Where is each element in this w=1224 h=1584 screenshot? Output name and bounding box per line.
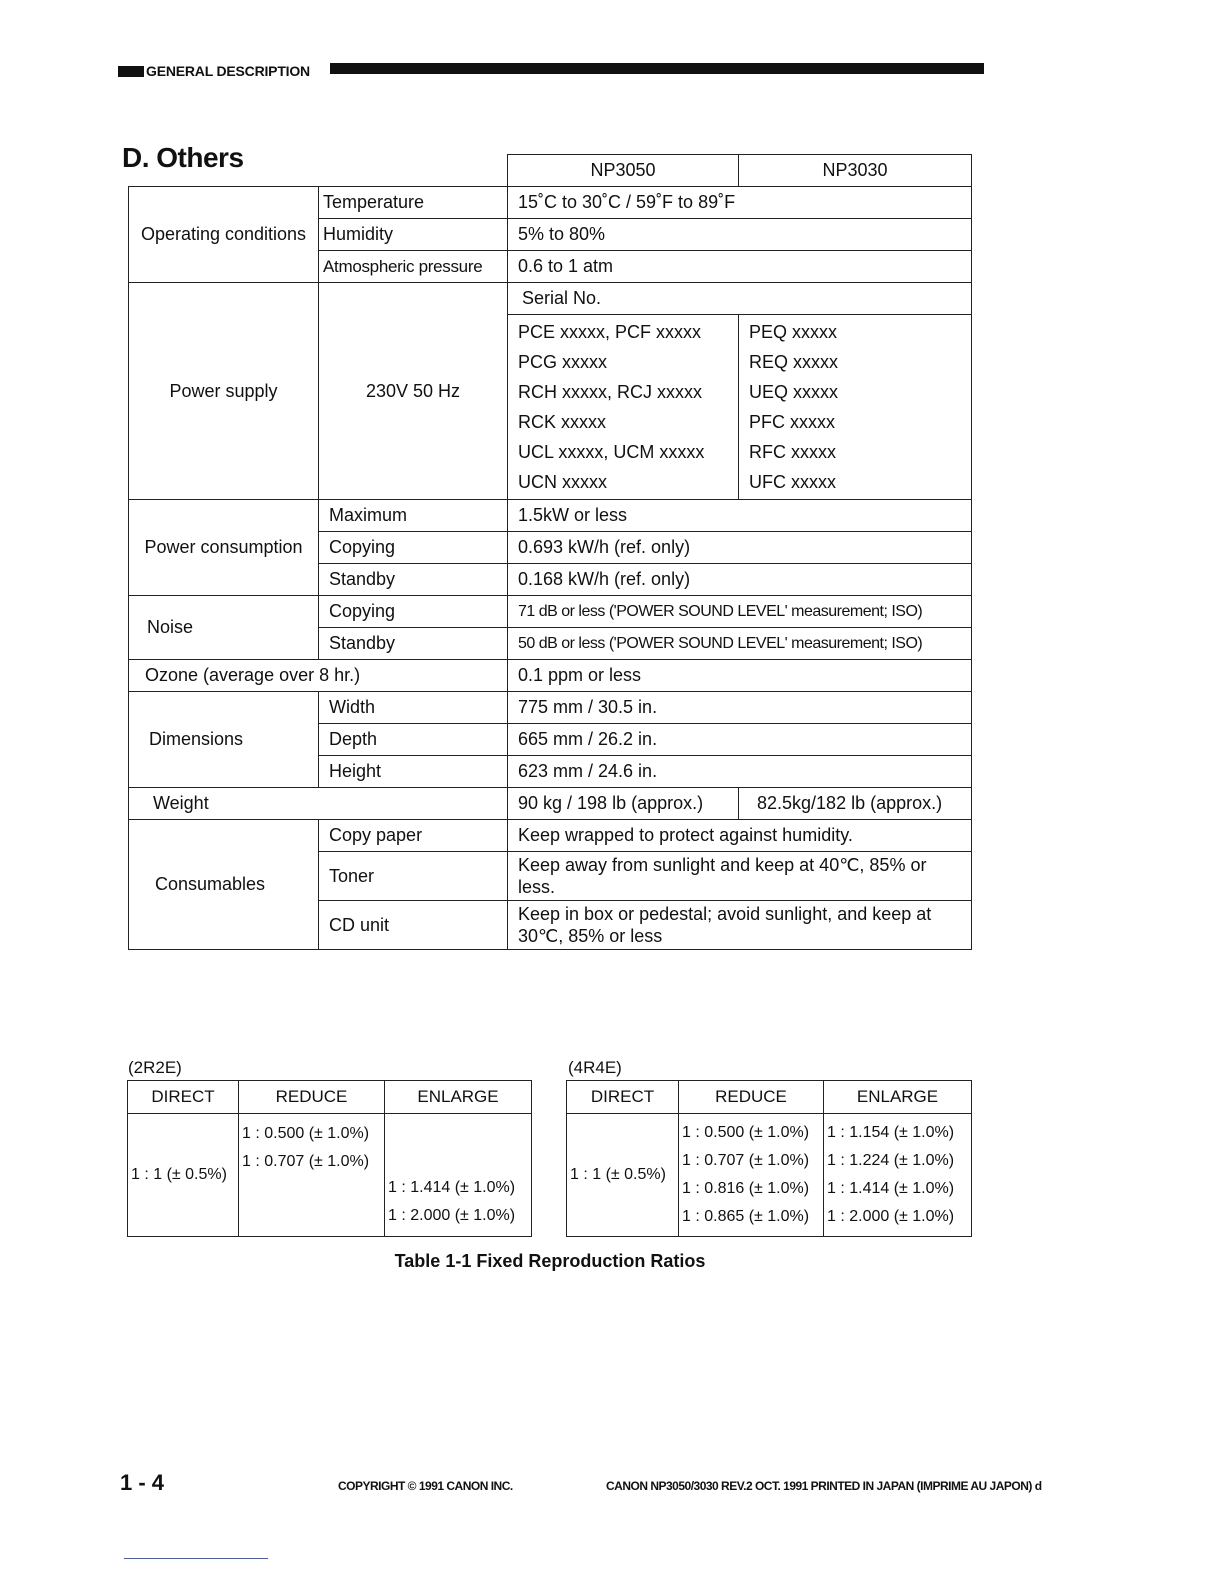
row-value: Keep in box or pedestal; avoid sunlight, and keep at 30℃, 85% or less [508, 901, 972, 950]
column-header-direct: DIRECT [567, 1081, 679, 1114]
table-row [128, 1114, 532, 1237]
copyright-notice: COPYRIGHT © 1991 CANON INC. [338, 1479, 513, 1493]
row-value: 71 dB or less ('POWER SOUND LEVEL' measurement; ISO) [508, 596, 972, 628]
serial-number: UFC xxxxx [749, 472, 836, 492]
table-caption: Table 1-1 Fixed Reproduction Ratios [394, 1251, 706, 1271]
serial-number: UEQ xxxxx [749, 382, 839, 402]
weight-np3050: 90 kg / 198 lb (approx.) [508, 788, 739, 820]
row-value: Keep wrapped to protect against humidity. [508, 820, 972, 852]
enlarge-ratio: 1 : 1.224 (± 1.0%) [827, 1152, 955, 1169]
row-label: Standby [319, 628, 508, 660]
serial-number: RFC xxxxx [749, 442, 836, 462]
header-rule [330, 63, 984, 74]
print-info: CANON NP3050/3030 REV.2 OCT. 1991 PRINTED IN JAPAN (IMPRIME AU JAPON) d [606, 1479, 1042, 1493]
enlarge-ratios [385, 1114, 532, 1237]
serial-number: REQ xxxxx [749, 352, 839, 372]
direct-ratio: 1 : 1 (± 0.5%) [567, 1114, 679, 1237]
row-group-label: Noise [129, 596, 319, 660]
row-value: 0.693 kW/h (ref. only) [508, 532, 972, 564]
row-label: CD unit [319, 901, 508, 950]
enlarge-ratios [824, 1114, 972, 1237]
column-header-reduce: REDUCE [239, 1081, 385, 1114]
table-row [128, 1081, 532, 1114]
weight-label: Weight [129, 788, 508, 820]
serial-number: RCK xxxxx [518, 412, 607, 432]
reduce-ratios [679, 1114, 824, 1237]
row-label: Width [319, 692, 508, 724]
table-row [129, 788, 972, 820]
table-row [129, 660, 972, 692]
enlarge-ratio: 1 : 1.414 (± 1.0%) [827, 1180, 955, 1197]
row-label: Standby [319, 564, 508, 596]
ratio-table-2r2e [127, 1080, 532, 1237]
reduce-ratio: 1 : 0.707 (± 1.0%) [242, 1153, 370, 1170]
table-row [129, 820, 972, 852]
page-number: 1 - 4 [120, 1470, 165, 1495]
row-group-label: Power consumption [129, 500, 319, 596]
row-label: Copying [319, 596, 508, 628]
row-label: Maximum [319, 500, 508, 532]
weight-np3030: 82.5kg/182 lb (approx.) [739, 788, 972, 820]
table-row [129, 596, 972, 628]
row-value: 775 mm / 30.5 in. [508, 692, 972, 724]
column-header-direct: DIRECT [128, 1081, 239, 1114]
enlarge-ratio: 1 : 1.414 (± 1.0%) [388, 1179, 516, 1196]
ozone-label: Ozone (average over 8 hr.) [129, 660, 508, 692]
row-label: Toner [319, 852, 508, 901]
row-label: Atmospheric pressure [319, 251, 508, 283]
power-supply-voltage: 230V 50 Hz [319, 283, 508, 500]
table-row [129, 187, 972, 219]
row-label: Temperature [319, 187, 508, 219]
section-title: GENERAL DESCRIPTION [146, 63, 310, 79]
ratio-label-4r4e: (4R4E) [568, 1058, 622, 1077]
row-value: Keep away from sunlight and keep at 40℃, 85% or less. [508, 852, 972, 901]
row-group-label: Consumables [129, 820, 319, 950]
row-value: 15˚C to 30˚C / 59˚F to 89˚F [508, 187, 972, 219]
row-value: 623 mm / 24.6 in. [508, 756, 972, 788]
table-row [567, 1114, 972, 1237]
serial-number: PCE xxxxx, PCF xxxxx [518, 322, 702, 342]
row-value: 50 dB or less ('POWER SOUND LEVEL' measurement; ISO) [508, 628, 972, 660]
row-value: 0.6 to 1 atm [508, 251, 972, 283]
serial-number: PFC xxxxx [749, 412, 836, 432]
table-row [129, 500, 972, 532]
ratio-table-4r4e [566, 1080, 972, 1237]
row-label: Depth [319, 724, 508, 756]
row-value: 1.5kW or less [508, 500, 972, 532]
row-label: Height [319, 756, 508, 788]
row-label: Copying [319, 532, 508, 564]
spec-table [128, 154, 972, 950]
table-row [129, 283, 972, 315]
page-title: D. Others [122, 142, 244, 173]
reduce-ratio: 1 : 0.865 (± 1.0%) [682, 1208, 810, 1225]
row-group-label: Dimensions [129, 692, 319, 788]
enlarge-ratio: 1 : 1.154 (± 1.0%) [827, 1124, 955, 1141]
row-value: 665 mm / 26.2 in. [508, 724, 972, 756]
column-header-np3050: NP3050 [508, 155, 739, 187]
enlarge-ratio: 1 : 2.000 (± 1.0%) [388, 1207, 516, 1224]
np3030-serials [739, 315, 972, 500]
footer-rule [124, 1558, 268, 1559]
serial-number: UCL xxxxx, UCM xxxxx [518, 442, 705, 462]
direct-ratio: 1 : 1 (± 0.5%) [128, 1114, 239, 1237]
serial-number: UCN xxxxx [518, 472, 607, 492]
row-value: 5% to 80% [508, 219, 972, 251]
column-header-enlarge: ENLARGE [385, 1081, 532, 1114]
row-label: Copy paper [319, 820, 508, 852]
ratio-label-2r2e: (2R2E) [128, 1058, 182, 1077]
row-group-label: Operating conditions [129, 187, 319, 283]
reduce-ratio: 1 : 0.500 (± 1.0%) [682, 1124, 810, 1141]
reduce-ratio: 1 : 0.500 (± 1.0%) [242, 1125, 370, 1142]
row-group-label: Power supply [129, 283, 319, 500]
serial-label: Serial No. [508, 283, 972, 315]
serial-number: PEQ xxxxx [749, 322, 838, 342]
serial-number: PCG xxxxx [518, 352, 608, 372]
enlarge-ratio: 1 : 2.000 (± 1.0%) [827, 1208, 955, 1225]
reduce-ratios [239, 1114, 385, 1237]
column-header-reduce: REDUCE [679, 1081, 824, 1114]
table-row [129, 692, 972, 724]
reduce-ratio: 1 : 0.707 (± 1.0%) [682, 1152, 810, 1169]
header-block [118, 66, 144, 77]
serial-number: RCH xxxxx, RCJ xxxxx [518, 382, 702, 402]
row-label: Humidity [319, 219, 508, 251]
table-row [567, 1081, 972, 1114]
np3050-serials [508, 315, 739, 500]
column-header-np3030: NP3030 [739, 155, 972, 187]
section-header [118, 62, 984, 82]
table-row [129, 155, 972, 187]
column-header-enlarge: ENLARGE [824, 1081, 972, 1114]
row-value: 0.168 kW/h (ref. only) [508, 564, 972, 596]
reduce-ratio: 1 : 0.816 (± 1.0%) [682, 1180, 810, 1197]
ozone-value: 0.1 ppm or less [508, 660, 972, 692]
